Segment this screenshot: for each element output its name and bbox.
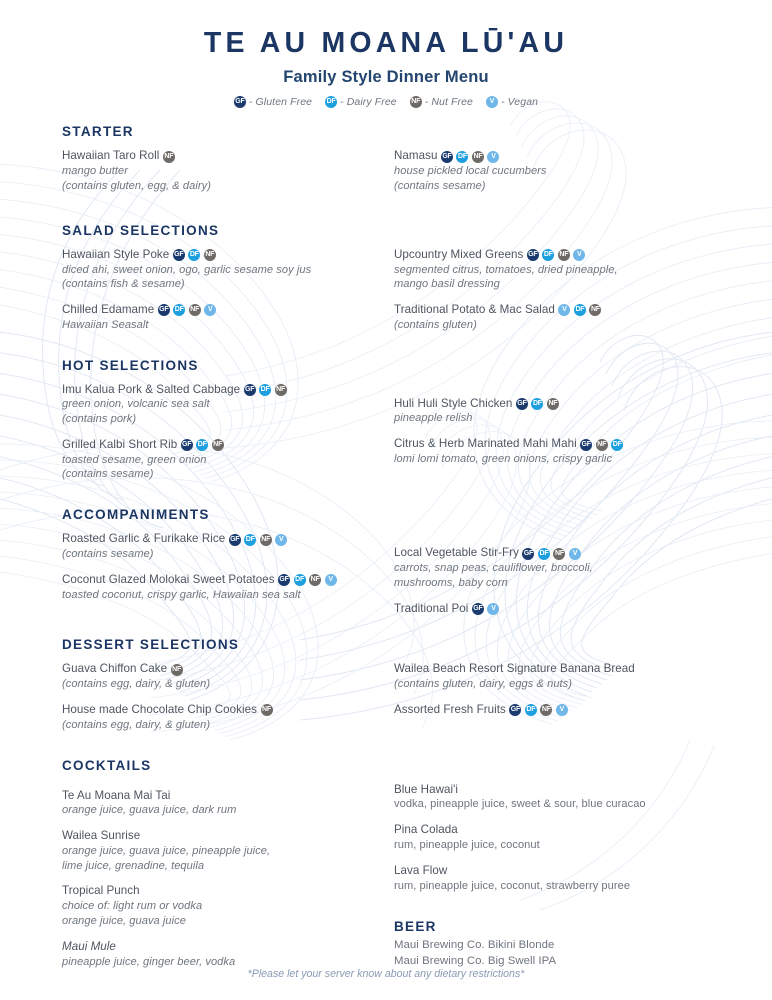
menu-item-name-text: Huli Huli Style Chicken <box>394 396 513 410</box>
menu-item-name-text: Traditional Potato & Mac Salad <box>394 303 555 316</box>
menu-item-description: green onion, volcanic sea salt <box>62 398 210 411</box>
menu-item-description: rum, pineapple juice, coconut <box>394 838 540 851</box>
df-badge-icon: DF <box>538 548 550 560</box>
nf-badge-icon: NF <box>596 439 608 451</box>
menu-item-description: orange juice, guava juice <box>62 915 186 928</box>
menu-item-description: house pickled local cucumbers <box>394 165 547 178</box>
df-badge-icon: DF <box>525 704 537 716</box>
menu-item-name <box>62 383 386 398</box>
gf-badge-icon: GF <box>278 574 290 586</box>
menu-item-description: orange juice, guava juice, dark rum <box>62 804 237 817</box>
menu-item-name-text: Roasted Garlic & Furikake Rice <box>62 532 226 546</box>
section-dessert <box>62 637 710 743</box>
menu-item <box>62 573 386 603</box>
menu-item-description: diced ahi, sweet onion, ogo, garlic sesame soy jus <box>62 263 312 276</box>
menu-item-name-text: Hawaiian Style Poke <box>62 247 170 261</box>
nf-badge-icon: NF <box>212 439 224 451</box>
page-title: TE AU MOANA LŪ'AU <box>203 27 569 59</box>
menu-item-name <box>394 397 710 412</box>
menu-item <box>394 303 710 333</box>
gf-badge-icon: GF <box>158 304 170 316</box>
menu-item-description: Hawaiian Seasalt <box>62 318 149 331</box>
df-badge-icon: DF <box>196 439 208 451</box>
menu-item <box>394 662 710 692</box>
menu-item-description: mango basil dressing <box>394 278 500 291</box>
menu-item-description: vodka, pineapple juice, sweet & sour, blue curacao <box>394 798 646 811</box>
beer-item: Maui Brewing Co. Big Swell IPA <box>394 954 557 967</box>
nf-badge-icon: NF <box>261 704 273 716</box>
menu-item-name <box>394 303 710 318</box>
menu-item-name-text: Namasu <box>394 149 438 163</box>
menu-item-name-text: Wailea Sunrise <box>62 829 141 843</box>
menu-item-name-text: Guava Chiffon Cake <box>62 662 168 676</box>
menu-item-name-text: Pina Colada <box>394 823 458 837</box>
gf-badge-icon: GF <box>580 439 592 451</box>
menu-item-name <box>394 703 710 718</box>
legend-label: - Nut Free <box>424 96 473 109</box>
hot-left-items <box>62 383 386 483</box>
menu-item-name-text: Citrus & Herb Marinated Mahi Mahi <box>394 437 577 451</box>
menu-item-name <box>394 783 710 798</box>
gf-badge-icon: GF <box>181 439 193 451</box>
menu-item-name-text: Maui Mule <box>62 939 116 953</box>
menu-item-name <box>62 884 386 899</box>
dessert-right-items <box>394 662 710 717</box>
menu-item-name <box>62 532 386 547</box>
menu-item <box>394 864 710 894</box>
legend-label: - Vegan <box>500 96 539 109</box>
menu-item-description: mango butter <box>62 165 128 178</box>
menu-item-name <box>62 662 386 677</box>
v-badge-icon: V <box>275 534 287 546</box>
legend-entry-df <box>325 96 397 108</box>
starter-left-items <box>62 149 386 193</box>
section-salad <box>62 223 710 344</box>
gf-badge-icon: GF <box>441 151 453 163</box>
menu-item-description: (contains egg, dairy, & gluten) <box>62 678 211 691</box>
v-badge-icon: V <box>573 249 585 261</box>
nf-badge-icon: NF <box>163 151 175 163</box>
menu-item-description: (contains fish & sesame) <box>62 278 185 291</box>
menu-item-description: pineapple relish <box>394 412 473 425</box>
nf-badge-icon: NF <box>410 96 422 108</box>
section-heading-accompaniments: ACCOMPANIMENTS <box>62 507 210 523</box>
menu-item-description: (contains egg, dairy, & gluten) <box>62 718 211 731</box>
dessert-left-items <box>62 662 386 732</box>
nf-badge-icon: NF <box>171 664 183 676</box>
cocktails-right-items <box>394 783 710 894</box>
menu-item-description: pineapple juice, ginger beer, vodka <box>62 955 236 968</box>
menu-item <box>62 789 386 819</box>
menu-item-name <box>394 149 710 164</box>
accompaniments-left-items <box>62 532 386 602</box>
menu-item <box>62 532 386 562</box>
menu-item-name <box>394 602 710 617</box>
menu-item <box>394 546 710 590</box>
gf-badge-icon: GF <box>527 249 539 261</box>
df-badge-icon: DF <box>531 398 543 410</box>
df-badge-icon: DF <box>542 249 554 261</box>
df-badge-icon: DF <box>188 249 200 261</box>
menu-item-name-text: Blue Hawai'i <box>394 782 459 796</box>
v-badge-icon: V <box>487 603 499 615</box>
nf-badge-icon: NF <box>275 384 287 396</box>
menu-item <box>394 783 710 813</box>
menu-item-description: mushrooms, baby corn <box>394 576 508 589</box>
section-heading-beer: BEER <box>394 919 437 935</box>
menu-item <box>394 602 710 617</box>
legend-entry-nf <box>410 96 473 108</box>
salad-left-items <box>62 248 386 333</box>
menu-item-description: (contains gluten) <box>394 318 477 331</box>
menu-item <box>62 383 386 427</box>
menu-item <box>62 149 386 193</box>
df-badge-icon: DF <box>456 151 468 163</box>
menu-item-description: (contains gluten, dairy, eggs & nuts) <box>394 678 573 691</box>
nf-badge-icon: NF <box>547 398 559 410</box>
gf-badge-icon: GF <box>229 534 241 546</box>
section-accompaniments <box>62 507 710 627</box>
df-badge-icon: DF <box>574 304 586 316</box>
menu-item-description: choice of: light rum or vodka <box>62 900 203 913</box>
menu-item-description: (contains pork) <box>62 413 137 426</box>
df-badge-icon: DF <box>294 574 306 586</box>
menu-item <box>394 437 710 467</box>
accompaniments-right-items <box>394 532 710 616</box>
gf-badge-icon: GF <box>509 704 521 716</box>
menu-item <box>62 829 386 873</box>
menu-item-name <box>394 437 710 452</box>
nf-badge-icon: NF <box>309 574 321 586</box>
menu-item-name-text: Grilled Kalbi Short Rib <box>62 437 178 451</box>
section-heading-starter: STARTER <box>62 124 134 140</box>
menu-item-name <box>394 662 710 677</box>
menu-item <box>394 248 710 292</box>
menu-item <box>394 397 710 427</box>
section-hot-selections <box>62 358 710 494</box>
menu-item-description: (contains sesame) <box>62 468 154 481</box>
v-badge-icon: V <box>569 548 581 560</box>
gf-badge-icon: GF <box>244 384 256 396</box>
menu-item-name-text: Traditional Poi <box>394 601 469 615</box>
starter-right-items <box>394 149 710 193</box>
hot-right-items <box>394 383 710 467</box>
v-badge-icon: V <box>487 151 499 163</box>
nf-badge-icon: NF <box>204 249 216 261</box>
section-heading-dessert: DESSERT SELECTIONS <box>62 637 240 653</box>
menu-item-description: carrots, snap peas, cauliflower, broccoli, <box>394 562 593 575</box>
nf-badge-icon: NF <box>558 249 570 261</box>
nf-badge-icon: NF <box>553 548 565 560</box>
menu-item <box>394 703 710 718</box>
gf-badge-icon: GF <box>472 603 484 615</box>
menu-item-name-text: Tropical Punch <box>62 884 140 898</box>
menu-item <box>394 823 710 853</box>
menu-item-name-text: House made Chocolate Chip Cookies <box>62 702 257 716</box>
gf-badge-icon: GF <box>516 398 528 410</box>
beer-item: Maui Brewing Co. Bikini Blonde <box>394 939 555 952</box>
gf-badge-icon: GF <box>522 548 534 560</box>
menu-item-name <box>62 703 386 718</box>
cocktails-left-items <box>62 783 386 970</box>
dietary-restrictions-note: *Please let your server know about any dietary restrictions* <box>247 968 525 980</box>
v-badge-icon: V <box>204 304 216 316</box>
menu-item-name <box>62 829 386 844</box>
menu-item-name-text: Upcountry Mixed Greens <box>394 247 524 261</box>
v-badge-icon: V <box>556 704 568 716</box>
menu-item-name <box>62 573 386 588</box>
menu-item-description: segmented citrus, tomatoes, dried pineapple, <box>394 263 618 276</box>
beer-list <box>394 938 710 969</box>
menu-item-name <box>62 149 386 164</box>
gf-badge-icon: GF <box>234 96 246 108</box>
menu-item-name-text: Local Vegetable Stir-Fry <box>394 546 519 560</box>
menu-item <box>62 884 386 928</box>
menu-item <box>62 303 386 333</box>
df-badge-icon: DF <box>611 439 623 451</box>
menu-item-description: (contains gluten, egg, & dairy) <box>62 179 211 192</box>
menu-item <box>62 438 386 482</box>
menu-item-name-text: Lava Flow <box>394 863 448 877</box>
menu-item <box>62 662 386 692</box>
nf-badge-icon: NF <box>540 704 552 716</box>
menu-item <box>394 149 710 193</box>
legend-label: - Gluten Free <box>248 96 313 109</box>
nf-badge-icon: NF <box>189 304 201 316</box>
legend-label: - Dairy Free <box>340 96 397 109</box>
menu-header <box>62 0 710 108</box>
menu-item-name-text: Coconut Glazed Molokai Sweet Potatoes <box>62 572 275 586</box>
menu-item-name <box>62 438 386 453</box>
menu-item-description: orange juice, guava juice, pineapple juice, <box>62 844 271 857</box>
df-badge-icon: DF <box>244 534 256 546</box>
v-badge-icon: V <box>558 304 570 316</box>
v-badge-icon: V <box>325 574 337 586</box>
menu-item-name <box>62 789 386 804</box>
menu-item-name <box>394 248 710 263</box>
section-starter <box>62 124 710 204</box>
menu-item-description: lime juice, grenadine, tequila <box>62 859 205 872</box>
dietary-legend <box>62 96 710 108</box>
legend-entry-gf <box>234 96 312 108</box>
menu-item-name-text: Imu Kalua Pork & Salted Cabbage <box>62 382 241 396</box>
section-cocktails <box>62 758 710 981</box>
gf-badge-icon: GF <box>173 249 185 261</box>
nf-badge-icon: NF <box>260 534 272 546</box>
menu-item-description: toasted coconut, crispy garlic, Hawaiian sea salt <box>62 588 301 601</box>
menu-item <box>62 248 386 292</box>
menu-item-description: toasted sesame, green onion <box>62 453 207 466</box>
menu-item-name-text: Assorted Fresh Fruits <box>394 702 506 716</box>
menu-item-description: (contains sesame) <box>394 179 486 192</box>
menu-item-name <box>62 940 386 955</box>
menu-item-name-text: Chilled Edamame <box>62 303 155 316</box>
df-badge-icon: DF <box>325 96 337 108</box>
legend-entry-v <box>486 96 538 108</box>
menu-subtitle: Family Style Dinner Menu <box>283 68 489 87</box>
menu-item-name <box>394 546 710 561</box>
menu-item-name <box>62 248 386 263</box>
menu-item-description: (contains sesame) <box>62 548 154 561</box>
section-heading-cocktails: COCKTAILS <box>62 757 152 773</box>
section-heading-salad: SALAD SELECTIONS <box>62 222 220 238</box>
menu-item-name <box>394 864 710 879</box>
menu-item <box>62 940 386 970</box>
nf-badge-icon: NF <box>589 304 601 316</box>
menu-item-name <box>62 303 386 318</box>
menu-item-description: lomi lomi tomato, green onions, crispy garlic <box>394 452 613 465</box>
salad-right-items <box>394 248 710 333</box>
df-badge-icon: DF <box>173 304 185 316</box>
menu-item-name-text: Hawaiian Taro Roll <box>62 149 160 163</box>
menu-item-name-text: Te Au Moana Mai Tai <box>62 788 171 802</box>
df-badge-icon: DF <box>259 384 271 396</box>
v-badge-icon: V <box>486 96 498 108</box>
menu-item-description: rum, pineapple juice, coconut, strawberry puree <box>394 879 631 892</box>
section-heading-hot: HOT SELECTIONS <box>62 357 199 373</box>
menu-item-name <box>394 823 710 838</box>
menu-item-name-text: Wailea Beach Resort Signature Banana Bread <box>394 662 635 676</box>
menu-item <box>62 703 386 733</box>
nf-badge-icon: NF <box>472 151 484 163</box>
